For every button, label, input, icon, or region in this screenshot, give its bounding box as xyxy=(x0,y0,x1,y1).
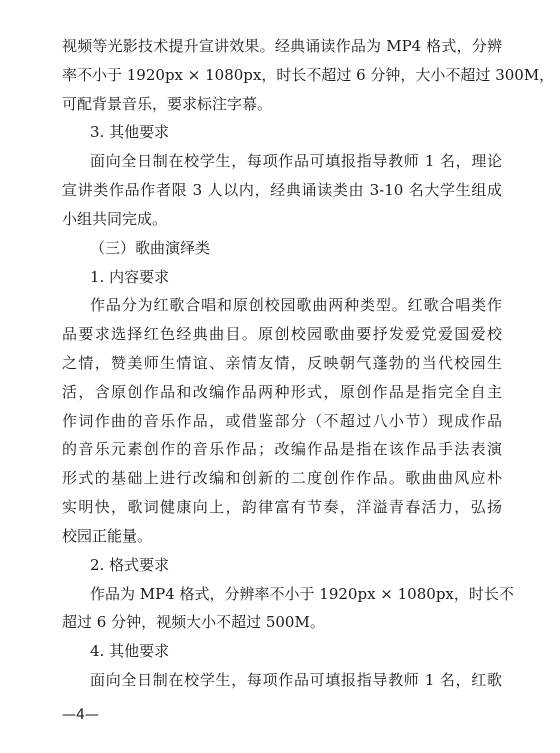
subsection-heading: 4. 其他要求 xyxy=(90,642,170,661)
subsection-heading: 1. 内容要求 xyxy=(90,267,170,286)
paragraph-line: 视频等光影技术提升宣讲效果。经典诵读作品为 MP4 格式，分辨 xyxy=(62,37,502,55)
section-heading: （三）歌曲演绎类 xyxy=(90,238,211,257)
paragraph-line: 面向全日制在校学生，每项作品可填报指导教师 1 名，理论 xyxy=(90,152,502,171)
page-number: —4— xyxy=(62,707,99,723)
subsection-heading: 2. 格式要求 xyxy=(90,555,170,574)
paragraph-line: 小组共同完成。 xyxy=(62,209,168,228)
paragraph-line: 形式的基础上进行改编和创新的二度创作作品。歌曲曲风应朴 xyxy=(62,469,502,488)
paragraph-line: 实明快，歌词健康向上，韵律富有节奏，洋溢青春活力，弘扬 xyxy=(62,498,502,517)
paragraph-line: 作品分为红歌合唱和原创校园歌曲两种类型。红歌合唱类作 xyxy=(90,296,502,315)
paragraph-line: 可配背景音乐，要求标注字幕。 xyxy=(62,94,273,113)
paragraph-line: 的音乐元素创作的音乐作品；改编作品是指在该作品手法表演 xyxy=(62,440,502,459)
paragraph-line: 率不小于 1920px × 1080px，时长不超过 6 分钟，大小不超过 300M， xyxy=(62,65,555,84)
paragraph-line: 宣讲类作品作者限 3 人以内，经典诵读类由 3-10 名大学生组成 xyxy=(62,181,502,200)
paragraph-line: 品要求选择红色经典曲目。原创校园歌曲要抒发爱党爱国爱校 xyxy=(62,325,502,344)
paragraph-line: 活，含原创作品和改编作品两种形式，原创作品是指完全自主 xyxy=(62,382,502,401)
paragraph-line: 面向全日制在校学生，每项作品可填报指导教师 1 名，红歌 xyxy=(90,671,502,689)
paragraph-line: 作品为 MP4 格式，分辨率不小于 1920px × 1080px，时长不 xyxy=(90,584,514,603)
paragraph-line: 之情，赞美师生情谊、亲情友情，反映朝气蓬勃的当代校园生 xyxy=(62,354,502,372)
paragraph-line: 作词作曲的音乐作品，或借鉴部分（不超过八小节）现成作品 xyxy=(62,411,502,430)
section-heading: 3. 其他要求 xyxy=(90,123,170,142)
paragraph-line: 校园正能量。 xyxy=(62,526,153,545)
paragraph-line: 超过 6 分钟，视频大小不超过 500M。 xyxy=(62,613,325,632)
